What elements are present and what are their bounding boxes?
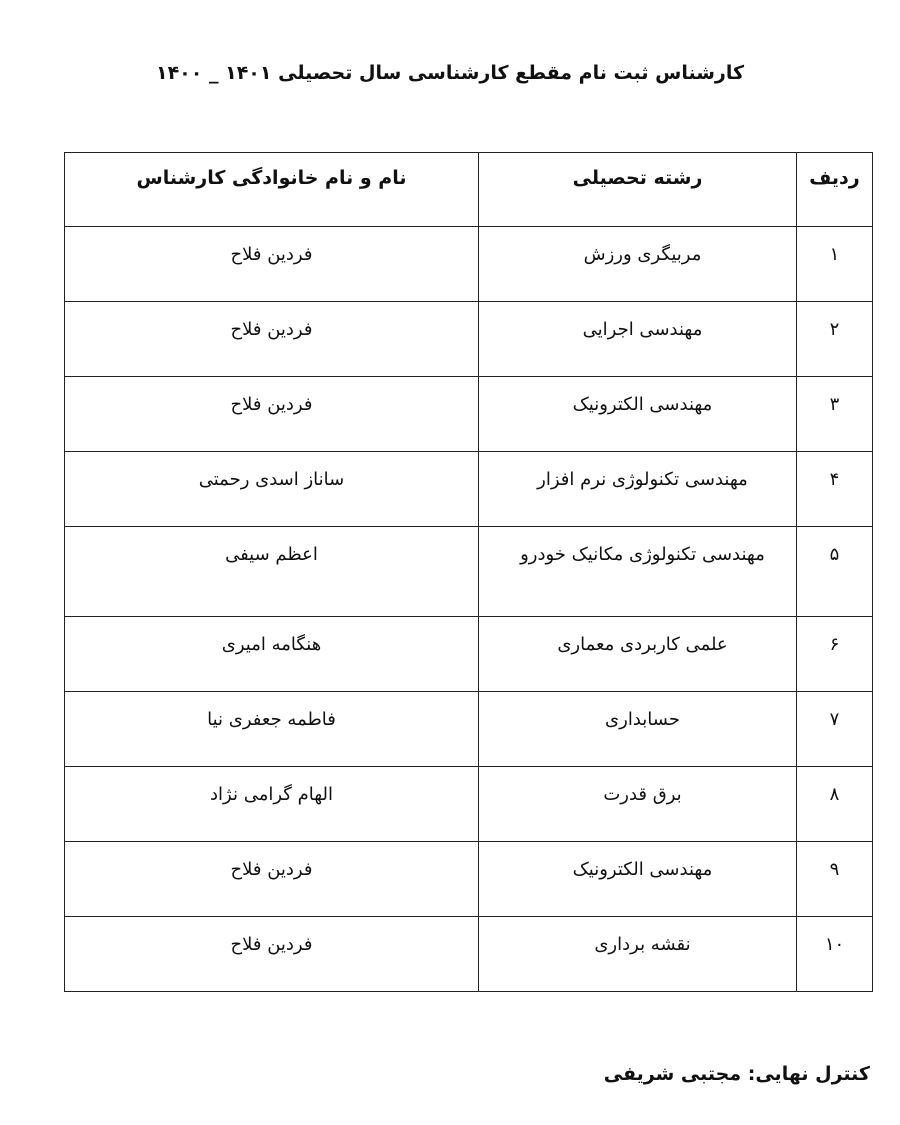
header-index: ردیف [797, 153, 873, 227]
row-index: ۲ [797, 302, 873, 377]
row-field: علمی کاربردی معماری [479, 617, 797, 692]
table-row [65, 527, 873, 617]
row-index: ۶ [797, 617, 873, 692]
row-index: ۸ [797, 767, 873, 842]
row-index: ۵ [797, 527, 873, 617]
row-name: فاطمه جعفری نیا [65, 692, 479, 767]
row-index: ۳ [797, 377, 873, 452]
row-name: فردین فلاح [65, 227, 479, 302]
row-name: هنگامه امیری [65, 617, 479, 692]
table-row [65, 302, 873, 377]
table-row [65, 452, 873, 527]
row-field: مهندسی الکترونیک [479, 377, 797, 452]
row-field: مهندسی تکنولوژی مکانیک خودرو [479, 527, 797, 617]
row-field: مهندسی اجرایی [479, 302, 797, 377]
row-field: مهندسی الکترونیک [479, 842, 797, 917]
row-index: ۷ [797, 692, 873, 767]
table-row [65, 692, 873, 767]
table-row [65, 917, 873, 992]
table-row [65, 842, 873, 917]
row-field: حسابداری [479, 692, 797, 767]
table-row [65, 377, 873, 452]
row-name: اعظم سیفی [65, 527, 479, 617]
header-name: نام و نام خانوادگی کارشناس [65, 153, 479, 227]
row-name: فردین فلاح [65, 917, 479, 992]
row-name: فردین فلاح [65, 842, 479, 917]
final-control-signature: کنترل نهایی: مجتبی شریفی [603, 1063, 870, 1085]
row-index: ۴ [797, 452, 873, 527]
row-name: فردین فلاح [65, 377, 479, 452]
header-field: رشته تحصیلی [479, 153, 797, 227]
row-field: برق قدرت [479, 767, 797, 842]
table-row [65, 227, 873, 302]
row-field: نقشه برداری [479, 917, 797, 992]
page-title: کارشناس ثبت نام مقطع کارشناسی سال تحصیلی ۱۴۰۱ _ ۱۴۰۰ [155, 62, 745, 84]
row-field: مربیگری ورزش [479, 227, 797, 302]
row-index: ۱ [797, 227, 873, 302]
registration-table [64, 152, 873, 992]
row-index: ۹ [797, 842, 873, 917]
row-name: فردین فلاح [65, 302, 479, 377]
table-header-row [65, 153, 873, 227]
table-row [65, 617, 873, 692]
table-row [65, 767, 873, 842]
row-name: الهام گرامی نژاد [65, 767, 479, 842]
row-index: ۱۰ [797, 917, 873, 992]
row-name: ساناز اسدی رحمتی [65, 452, 479, 527]
row-field: مهندسی تکنولوژی نرم افزار [479, 452, 797, 527]
